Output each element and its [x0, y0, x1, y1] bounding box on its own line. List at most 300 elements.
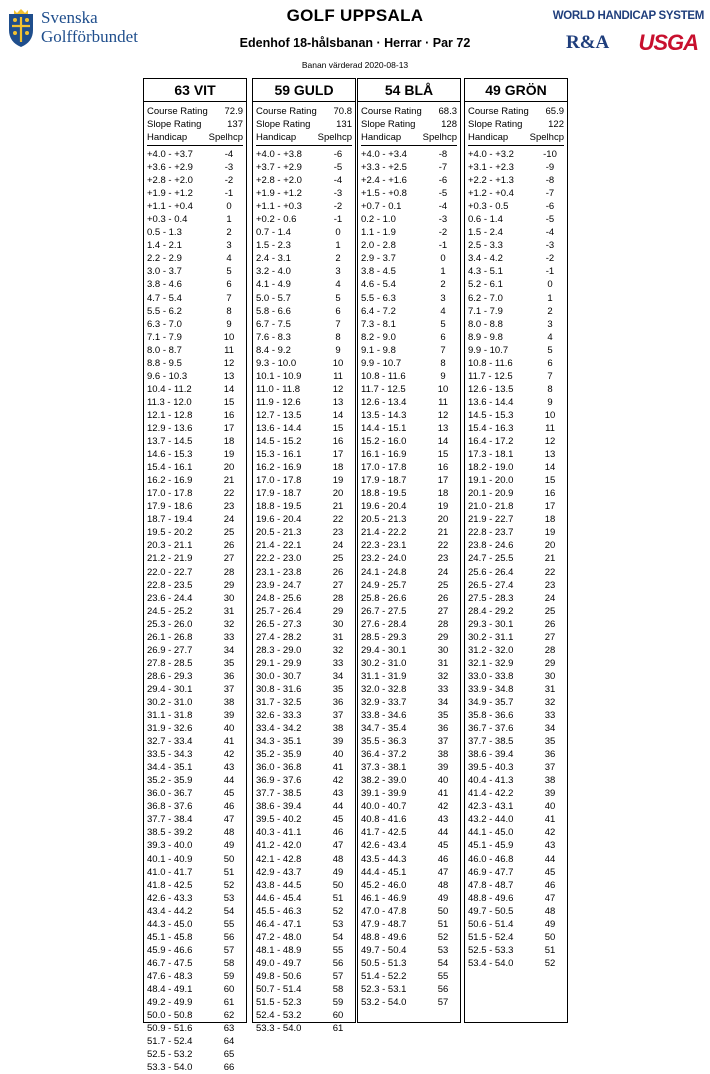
- handicap-range: 39.5 - 40.2: [256, 814, 302, 826]
- table-row: [468, 278, 564, 291]
- rating-box: [465, 102, 567, 131]
- playing-handicap: 31: [332, 631, 344, 643]
- handicap-range: 15.4 - 16.3: [468, 422, 514, 434]
- slope-rating-value: 137: [227, 119, 243, 130]
- handicap-range: 37.7 - 38.5: [256, 788, 302, 800]
- playing-handicap: 49: [332, 866, 344, 878]
- table-header: [256, 131, 352, 146]
- table-row: [361, 931, 457, 944]
- handicap-range: 20.1 - 20.9: [468, 488, 514, 500]
- table-row: [361, 722, 457, 735]
- handicap-range: 17.9 - 18.7: [361, 475, 407, 487]
- handicap-range: 49.2 - 49.9: [147, 997, 193, 1009]
- table-row: [468, 722, 564, 735]
- handicap-range: 9.3 - 10.0: [256, 357, 297, 369]
- table-row: [361, 618, 457, 631]
- table-row: [256, 905, 352, 918]
- playing-handicap: 27: [332, 579, 344, 591]
- table-row: [468, 957, 564, 970]
- table-row: [468, 331, 564, 344]
- table-row: [361, 670, 457, 683]
- tee-name: 63 VIT: [144, 79, 246, 102]
- handicap-range: 41.4 - 42.2: [468, 788, 514, 800]
- handicap-range: 40.4 - 41.3: [468, 775, 514, 787]
- table-row: [147, 318, 243, 331]
- table-row: [361, 487, 457, 500]
- table-row: [256, 605, 352, 618]
- table-row: [468, 344, 564, 357]
- handicap-range: 41.8 - 42.5: [147, 879, 193, 891]
- table-row: [147, 526, 243, 539]
- handicap-range: 38.6 - 39.4: [468, 749, 514, 761]
- handicap-range: 8.2 - 9.0: [361, 331, 396, 343]
- table-row: [361, 983, 457, 996]
- playing-handicap: 52: [544, 957, 556, 969]
- playing-handicap: 27: [437, 605, 449, 617]
- handicap-range: 51.5 - 52.4: [468, 931, 514, 943]
- spelhcp-header: Spelhcp: [208, 132, 243, 143]
- table-row: [256, 474, 352, 487]
- table-row: [256, 853, 352, 866]
- playing-handicap: 12: [544, 436, 556, 448]
- table-row: [147, 396, 243, 409]
- playing-handicap: 7: [226, 292, 232, 304]
- table-row: [361, 657, 457, 670]
- table-row: [361, 265, 457, 278]
- playing-handicap: 50: [437, 905, 449, 917]
- playing-handicap: 20: [223, 462, 235, 474]
- table-row: [256, 787, 352, 800]
- playing-handicap: 30: [544, 670, 556, 682]
- table-row: [361, 292, 457, 305]
- handicap-range: 47.6 - 48.3: [147, 970, 193, 982]
- rating-box: [144, 102, 246, 131]
- table-header: [361, 131, 457, 146]
- table-row: [468, 696, 564, 709]
- table-row: [468, 200, 564, 213]
- playing-handicap: 15: [437, 449, 449, 461]
- handicap-range: 2.2 - 2.9: [147, 253, 182, 265]
- table-row: [361, 879, 457, 892]
- handicap-range: +1.9 - +1.2: [256, 188, 302, 200]
- handicap-range: 14.5 - 15.3: [468, 409, 514, 421]
- handicap-list: [358, 146, 460, 1009]
- table-row: [147, 592, 243, 605]
- handicap-range: 35.2 - 35.9: [147, 775, 193, 787]
- handicap-range: 27.8 - 28.5: [147, 657, 193, 669]
- playing-handicap: 11: [545, 422, 555, 434]
- playing-handicap: 17: [544, 501, 556, 513]
- handicap-range: 24.8 - 25.6: [256, 592, 302, 604]
- table-row: [361, 331, 457, 344]
- playing-handicap: 51: [332, 892, 344, 904]
- playing-handicap: 6: [335, 305, 341, 317]
- handicap-list: [253, 146, 355, 1035]
- playing-handicap: 4: [547, 331, 553, 343]
- playing-handicap: 66: [223, 1062, 235, 1074]
- table-row: [468, 905, 564, 918]
- handicap-list: [144, 146, 246, 1074]
- table-row: [468, 187, 564, 200]
- spelhcp-header: Spelhcp: [317, 132, 352, 143]
- table-row: [147, 813, 243, 826]
- playing-handicap: 26: [332, 566, 344, 578]
- handicap-range: 13.6 - 14.4: [468, 396, 514, 408]
- handicap-range: 11.0 - 11.8: [256, 383, 301, 395]
- playing-handicap: 34: [332, 670, 344, 682]
- playing-handicap: -6: [333, 149, 343, 160]
- handicap-range: 49.0 - 49.7: [256, 957, 302, 969]
- handicap-range: 6.4 - 7.2: [361, 305, 396, 317]
- playing-handicap: 12: [223, 357, 235, 369]
- playing-handicap: -8: [545, 175, 555, 187]
- table-row: [147, 344, 243, 357]
- handicap-range: 50.5 - 51.3: [361, 957, 407, 969]
- table-row: [468, 657, 564, 670]
- handicap-range: 21.4 - 22.1: [256, 540, 302, 552]
- playing-handicap: 23: [544, 579, 556, 591]
- table-row: [468, 644, 564, 657]
- table-row: [468, 265, 564, 278]
- playing-handicap: 58: [223, 957, 235, 969]
- handicap-range: 34.3 - 35.1: [256, 736, 302, 748]
- handicap-range: 35.8 - 36.6: [468, 710, 514, 722]
- table-row: [256, 1022, 352, 1035]
- playing-handicap: 37: [544, 762, 556, 774]
- playing-handicap: 33: [437, 683, 449, 695]
- slope-rating-label: Slope Rating: [256, 119, 311, 130]
- playing-handicap: 41: [223, 736, 235, 748]
- table-row: [468, 226, 564, 239]
- playing-handicap: 7: [440, 344, 446, 356]
- table-row: [147, 579, 243, 592]
- table-row: [256, 278, 352, 291]
- handicap-range: 17.9 - 18.7: [256, 488, 302, 500]
- table-row: [361, 370, 457, 383]
- handicap-range: 16.2 - 16.9: [256, 462, 302, 474]
- playing-handicap: 14: [332, 409, 344, 421]
- playing-handicap: 18: [437, 488, 449, 500]
- playing-handicap: 20: [437, 514, 449, 526]
- handicap-range: 31.2 - 32.0: [468, 644, 514, 656]
- handicap-range: 3.0 - 3.7: [147, 266, 182, 278]
- handicap-range: +2.8 - +2.0: [147, 175, 193, 187]
- playing-handicap: 33: [544, 710, 556, 722]
- table-row: [256, 1009, 352, 1022]
- playing-handicap: 52: [332, 905, 344, 917]
- playing-handicap: 37: [437, 736, 449, 748]
- playing-handicap: 1: [547, 292, 553, 304]
- handicap-range: 29.1 - 29.9: [256, 657, 302, 669]
- playing-handicap: 1: [335, 240, 341, 252]
- handicap-range: 7.1 - 7.9: [468, 305, 503, 317]
- table-row: [256, 174, 352, 187]
- handicap-range: 19.6 - 20.4: [256, 514, 302, 526]
- handicap-range: 33.9 - 34.8: [468, 683, 514, 695]
- handicap-range: 45.5 - 46.3: [256, 905, 302, 917]
- table-row: [361, 644, 457, 657]
- handicap-range: 50.9 - 51.6: [147, 1023, 193, 1035]
- course-rating-row: [256, 105, 352, 118]
- handicap-range: 5.5 - 6.3: [361, 292, 396, 304]
- playing-handicap: 3: [440, 292, 446, 304]
- handicap-range: 11.3 - 12.0: [147, 396, 192, 408]
- handicap-range: 19.6 - 20.4: [361, 501, 407, 513]
- handicap-range: 42.9 - 43.7: [256, 866, 302, 878]
- playing-handicap: 10: [437, 383, 449, 395]
- playing-handicap: 19: [544, 527, 556, 539]
- table-row: [147, 918, 243, 931]
- playing-handicap: 22: [437, 540, 449, 552]
- table-row: [468, 409, 564, 422]
- handicap-range: 24.1 - 24.8: [361, 566, 407, 578]
- playing-handicap: 5: [440, 318, 446, 330]
- handicap-range: 32.7 - 33.4: [147, 736, 193, 748]
- handicap-range: 9.1 - 9.8: [361, 344, 396, 356]
- table-row: [361, 944, 457, 957]
- playing-handicap: 60: [332, 1010, 344, 1022]
- handicap-range: 43.5 - 44.3: [361, 853, 407, 865]
- handicap-range: 46.4 - 47.1: [256, 918, 302, 930]
- table-row: [256, 265, 352, 278]
- handicap-range: 47.2 - 48.0: [256, 931, 302, 943]
- playing-handicap: 53: [332, 918, 344, 930]
- table-row: [361, 226, 457, 239]
- handicap-range: 5.5 - 6.2: [147, 305, 182, 317]
- handicap-range: 35.5 - 36.3: [361, 736, 407, 748]
- table-row: [361, 918, 457, 931]
- handicap-range: 18.2 - 19.0: [468, 462, 514, 474]
- playing-handicap: 25: [332, 553, 344, 565]
- table-row: [468, 631, 564, 644]
- handicap-range: 53.3 - 54.0: [147, 1062, 193, 1074]
- handicap-range: 50.6 - 51.4: [468, 918, 514, 930]
- handicap-range: 47.0 - 47.8: [361, 905, 407, 917]
- handicap-range: 25.6 - 26.4: [468, 566, 514, 578]
- table-row: [361, 448, 457, 461]
- playing-handicap: 53: [223, 892, 235, 904]
- handicap-range: 0.2 - 1.0: [361, 214, 396, 226]
- table-row: [147, 187, 243, 200]
- table-row: [256, 670, 352, 683]
- handicap-range: 24.9 - 25.7: [361, 579, 407, 591]
- playing-handicap: 29: [544, 657, 556, 669]
- table-row: [256, 735, 352, 748]
- handicap-range: 30.2 - 31.0: [361, 657, 407, 669]
- handicap-range: 38.6 - 39.4: [256, 801, 302, 813]
- playing-handicap: 8: [335, 331, 341, 343]
- table-row: [147, 422, 243, 435]
- handicap-range: 45.2 - 46.0: [361, 879, 407, 891]
- handicap-range: 45.1 - 45.8: [147, 931, 193, 943]
- playing-handicap: 9: [226, 318, 232, 330]
- table-row: [147, 866, 243, 879]
- handicap-range: 36.0 - 36.7: [147, 788, 193, 800]
- handicap-range: 24.7 - 25.5: [468, 553, 514, 565]
- playing-handicap: 28: [223, 566, 235, 578]
- table-row: [468, 839, 564, 852]
- playing-handicap: 44: [437, 827, 449, 839]
- handicap-range: 13.5 - 14.3: [361, 409, 407, 421]
- handicap-range: 40.3 - 41.1: [256, 827, 302, 839]
- handicap-range: 22.2 - 23.0: [256, 553, 302, 565]
- table-row: [147, 892, 243, 905]
- table-row: [256, 422, 352, 435]
- playing-handicap: 14: [544, 462, 556, 474]
- table-row: [361, 148, 457, 161]
- playing-handicap: 2: [440, 279, 446, 291]
- playing-handicap: 54: [437, 957, 449, 969]
- handicap-range: 3.8 - 4.6: [147, 279, 182, 291]
- handicap-range: 0.7 - 1.4: [256, 227, 291, 239]
- handicap-range: 41.7 - 42.5: [361, 827, 407, 839]
- handicap-range: 11.7 - 12.5: [361, 383, 406, 395]
- playing-handicap: 52: [223, 879, 235, 891]
- handicap-range: +1.9 - +1.2: [147, 188, 193, 200]
- table-row: [147, 513, 243, 526]
- federation-name-line1: Svenska: [41, 8, 98, 27]
- playing-handicap: -3: [333, 188, 343, 200]
- table-row: [256, 722, 352, 735]
- handicap-range: 2.5 - 3.3: [468, 240, 503, 252]
- tee-column: [464, 78, 568, 1023]
- table-row: [256, 513, 352, 526]
- playing-handicap: 14: [223, 383, 235, 395]
- tee-column: [143, 78, 247, 1074]
- handicap-range: 30.2 - 31.0: [147, 696, 193, 708]
- handicap-range: 33.8 - 34.6: [361, 710, 407, 722]
- handicap-range: 37.7 - 38.4: [147, 814, 193, 826]
- course-rating-value: 72.9: [224, 106, 243, 117]
- handicap-range: 39.5 - 40.3: [468, 762, 514, 774]
- table-row: [468, 853, 564, 866]
- handicap-range: 1.4 - 2.1: [147, 240, 182, 252]
- playing-handicap: -2: [545, 253, 555, 265]
- handicap-range: 23.8 - 24.6: [468, 540, 514, 552]
- handicap-range: 20.5 - 21.3: [361, 514, 407, 526]
- table-row: [361, 422, 457, 435]
- course-rating-label: Course Rating: [256, 106, 317, 117]
- table-row: [468, 735, 564, 748]
- playing-handicap: 43: [544, 840, 556, 852]
- playing-handicap: 3: [226, 240, 232, 252]
- playing-handicap: 43: [332, 788, 344, 800]
- table-row: [361, 474, 457, 487]
- playing-handicap: 53: [437, 944, 449, 956]
- table-row: [361, 892, 457, 905]
- playing-handicap: 57: [332, 970, 344, 982]
- handicap-range: 39.3 - 40.0: [147, 840, 193, 852]
- table-row: [468, 213, 564, 226]
- playing-handicap: 20: [544, 540, 556, 552]
- handicap-range: 49.8 - 50.6: [256, 970, 302, 982]
- playing-handicap: 4: [440, 305, 446, 317]
- handicap-list: [465, 146, 567, 970]
- table-row: [468, 892, 564, 905]
- handicap-range: 48.1 - 48.9: [256, 944, 302, 956]
- handicap-range: 34.7 - 35.4: [361, 723, 407, 735]
- playing-handicap: 44: [332, 801, 344, 813]
- playing-handicap: 18: [223, 436, 235, 448]
- table-row: [256, 644, 352, 657]
- handicap-range: 45.9 - 46.6: [147, 944, 193, 956]
- rating-box: [253, 102, 355, 131]
- table-row: [256, 866, 352, 879]
- playing-handicap: 23: [223, 501, 235, 513]
- handicap-range: 42.3 - 43.1: [468, 801, 514, 813]
- table-row: [147, 487, 243, 500]
- table-row: [256, 879, 352, 892]
- table-row: [361, 787, 457, 800]
- table-row: [468, 526, 564, 539]
- table-row: [147, 1009, 243, 1022]
- playing-handicap: -1: [545, 266, 555, 278]
- handicap-range: 27.5 - 28.3: [468, 592, 514, 604]
- handicap-range: 3.4 - 4.2: [468, 253, 503, 265]
- playing-handicap: 46: [544, 879, 556, 891]
- playing-handicap: 2: [547, 305, 553, 317]
- table-row: [361, 396, 457, 409]
- table-row: [468, 383, 564, 396]
- playing-handicap: -9: [545, 162, 555, 174]
- handicap-range: +0.7 - 0.1: [361, 201, 402, 213]
- table-row: [256, 187, 352, 200]
- table-row: [468, 709, 564, 722]
- playing-handicap: 8: [226, 305, 232, 317]
- playing-handicap: -6: [438, 175, 448, 187]
- handicap-range: 36.8 - 37.6: [147, 801, 193, 813]
- handicap-range: 15.4 - 16.1: [147, 462, 193, 474]
- playing-handicap: 9: [335, 344, 341, 356]
- table-row: [468, 357, 564, 370]
- table-row: [361, 996, 457, 1009]
- handicap-range: 41.0 - 41.7: [147, 866, 193, 878]
- playing-handicap: 56: [223, 931, 235, 943]
- table-row: [468, 748, 564, 761]
- table-row: [147, 552, 243, 565]
- playing-handicap: 48: [437, 879, 449, 891]
- handicap-range: 7.3 - 8.1: [361, 318, 396, 330]
- playing-handicap: 23: [332, 527, 344, 539]
- handicap-range: 43.2 - 44.0: [468, 814, 514, 826]
- table-row: [147, 435, 243, 448]
- table-row: [361, 357, 457, 370]
- table-row: [361, 761, 457, 774]
- table-row: [147, 683, 243, 696]
- table-row: [256, 944, 352, 957]
- playing-handicap: 11: [333, 370, 343, 382]
- table-row: [361, 813, 457, 826]
- table-row: [256, 500, 352, 513]
- table-row: [147, 409, 243, 422]
- table-row: [147, 696, 243, 709]
- handicap-range: 42.6 - 43.3: [147, 892, 193, 904]
- playing-handicap: 2: [335, 253, 341, 265]
- playing-handicap: 41: [332, 762, 344, 774]
- handicap-range: 7.6 - 8.3: [256, 331, 291, 343]
- handicap-range: 36.0 - 36.8: [256, 762, 302, 774]
- handicap-range: 44.3 - 45.0: [147, 918, 193, 930]
- playing-handicap: 39: [332, 736, 344, 748]
- handicap-range: 44.6 - 45.4: [256, 892, 302, 904]
- handicap-range: +2.4 - +1.6: [361, 175, 407, 187]
- playing-handicap: -4: [333, 175, 343, 187]
- handicap-range: 19.5 - 20.2: [147, 527, 193, 539]
- table-row: [147, 670, 243, 683]
- tee-name: 59 GULD: [253, 79, 355, 102]
- table-row: [468, 370, 564, 383]
- table-row: [468, 500, 564, 513]
